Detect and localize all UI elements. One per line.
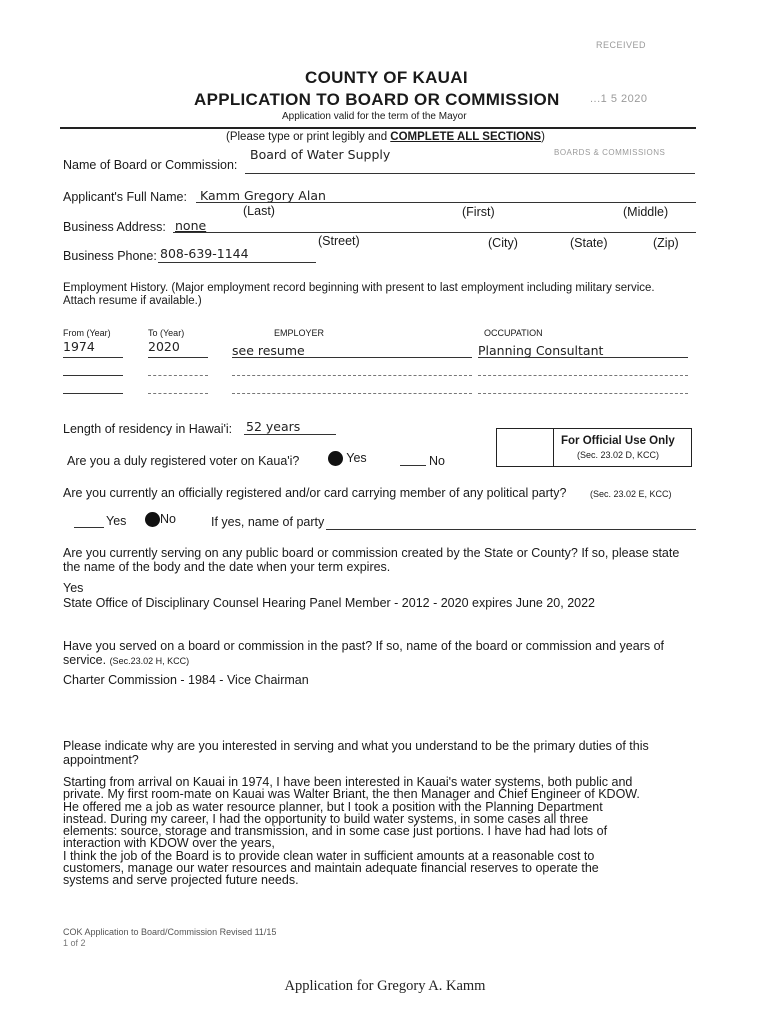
party-if-yes-label: If yes, name of party [211, 515, 325, 529]
applicant-line [196, 202, 696, 203]
business-phone-line [158, 262, 316, 263]
official-use-sub: (Sec. 23.02 D, KCC) [577, 450, 660, 460]
applicant-value[interactable]: Kamm Gregory Alan [200, 188, 326, 203]
party-question: Are you currently an officially registered and/or card carrying member of any political party? [63, 486, 567, 500]
sub-first: (First) [462, 205, 495, 219]
emp-row1-from-line [63, 357, 123, 358]
county-title: COUNTY OF KAUAI [305, 68, 468, 87]
header-divider [60, 127, 696, 129]
sub-state: (State) [570, 236, 608, 250]
voter-yes-option[interactable]: Yes [328, 451, 367, 466]
party-ref: (Sec. 23.02 E, KCC) [590, 489, 672, 499]
emp-employer[interactable]: see resume [232, 343, 305, 358]
emp-occupation[interactable]: Planning Consultant [478, 343, 604, 358]
sub-city: (City) [488, 236, 518, 250]
interest-answer-line: interaction with KDOW over the years, [63, 836, 275, 851]
interest-question-1: Please indicate why are you interested in serving and what you understand to be the primary duties of this [63, 739, 649, 753]
official-use-label: For Official Use Only [561, 435, 675, 447]
voter-question: Are you a duly registered voter on Kaua'i? [67, 454, 300, 468]
official-use-divider [553, 429, 554, 466]
current-service-question-1: Are you currently serving on any public board or commission created by the State or County? If so, please state [63, 546, 680, 560]
past-service-answer[interactable]: Charter Commission - 1984 - Vice Chairman [63, 673, 309, 687]
boards-stamp: BOARDS & COMMISSIONS [554, 148, 666, 157]
voter-yes-mark-icon [328, 451, 343, 466]
voter-no-line [400, 465, 426, 466]
sub-middle: (Middle) [623, 205, 669, 219]
emp-row2-from-line [63, 375, 123, 376]
business-phone-label: Business Phone: [63, 249, 157, 263]
emp-from[interactable]: 1974 [63, 339, 95, 354]
residency-line [244, 434, 336, 435]
sub-street: (Street) [318, 234, 360, 248]
board-value[interactable]: Board of Water Supply [250, 147, 391, 162]
emp-row2-to-line [148, 375, 208, 376]
instructions: (Please type or print legibly and COMPLETE ALL SECTIONS) [226, 131, 545, 143]
residency-label: Length of residency in Hawai'i: [63, 422, 233, 436]
sub-last: (Last) [243, 204, 275, 218]
current-service-answer-2[interactable]: State Office of Disciplinary Counsel Hearing Panel Member - 2012 - 2020 expires June 20, 2022 [63, 596, 596, 610]
received-stamp: RECEIVED [596, 40, 647, 50]
interest-answer-line: private. My first room-mate on Kauai was Walter Briant, the then Manager and Chief Engineer of KDOW. [63, 787, 640, 802]
col-employer: EMPLOYER [274, 328, 325, 338]
emp-row3-occupation-line [478, 393, 688, 394]
interest-answer-line: customers, manage our water resources and maintain adequate financial reserves to operate the [63, 861, 599, 876]
emp-row3-employer-line [232, 393, 472, 394]
current-service-answer-1[interactable]: Yes [63, 581, 84, 595]
form-subtitle: Application valid for the term of the Mayor [282, 111, 467, 122]
date-stamp: ...1 5 2020 [590, 93, 648, 105]
business-phone-value[interactable]: 808-639-1144 [160, 246, 249, 261]
emp-row2-occupation-line [478, 375, 688, 376]
form-revision: COK Application to Board/Commission Revised 11/15 [63, 927, 277, 937]
business-address-value[interactable]: none [175, 218, 207, 233]
board-line [245, 173, 695, 174]
col-occupation: OCCUPATION [484, 328, 543, 338]
document-caption: Application for Gregory A. Kamm [284, 978, 486, 994]
emp-row1-employer-line [232, 357, 472, 358]
employment-intro-2: Attach resume if available.) [63, 295, 202, 307]
col-to: To (Year) [148, 328, 185, 338]
employment-intro-1: Employment History. (Major employment record beginning with present to last employment including military service. [63, 282, 655, 294]
past-service-question-1: Have you served on a board or commission in the past? If so, name of the board or commission and years of [63, 639, 665, 653]
party-yes-line [74, 527, 104, 528]
interest-answer-line: Starting from arrival on Kauai in 1974, I have been interested in Kauai's water systems, both public and [63, 775, 633, 789]
party-no-option[interactable]: No [145, 512, 176, 527]
party-no-mark-icon [145, 512, 160, 527]
interest-answer-line: I think the job of the Board is to provide clean water in sufficient amounts at a reasonable cost to [63, 848, 595, 863]
party-yes-option[interactable]: Yes [106, 514, 127, 528]
party-name-line [326, 529, 696, 530]
form-title: APPLICATION TO BOARD OR COMMISSION [194, 90, 560, 109]
emp-row2-employer-line [232, 375, 472, 376]
past-service-question-2: service. (Sec.23.02 H, KCC) [63, 653, 190, 667]
emp-row3-to-line [148, 393, 208, 394]
residency-value[interactable]: 52 years [246, 419, 301, 434]
current-service-question-2: the name of the body and the date when your term expires. [63, 560, 391, 574]
sub-zip: (Zip) [653, 236, 679, 250]
emp-to[interactable]: 2020 [148, 339, 180, 354]
page-mark: 1 of 2 [63, 938, 86, 948]
interest-question-2: appointment? [63, 753, 139, 767]
emp-row1-occupation-line [478, 357, 688, 358]
official-use-box [496, 428, 692, 467]
board-label: Name of Board or Commission: [63, 158, 238, 172]
emp-row3-from-line [63, 393, 123, 394]
interest-answer-line: systems and serve projected future needs. [63, 873, 299, 888]
col-from: From (Year) [63, 328, 111, 338]
interest-answer-line: instead. During my career, I had the opportunity to build water systems, in some cases all three [63, 811, 589, 826]
business-address-label: Business Address: [63, 220, 166, 234]
emp-row1-to-line [148, 357, 208, 358]
applicant-label: Applicant's Full Name: [63, 190, 187, 204]
interest-answer[interactable] [63, 776, 640, 887]
interest-answer-line: He offered me a job as water resource planner, but I took a position with the Planning Department [63, 799, 603, 814]
business-address-line [173, 232, 696, 233]
interest-answer-line: elements: source, storage and transmission, and in some case just portions. I have had had lots of [63, 824, 608, 839]
voter-no-option[interactable]: No [429, 454, 445, 468]
